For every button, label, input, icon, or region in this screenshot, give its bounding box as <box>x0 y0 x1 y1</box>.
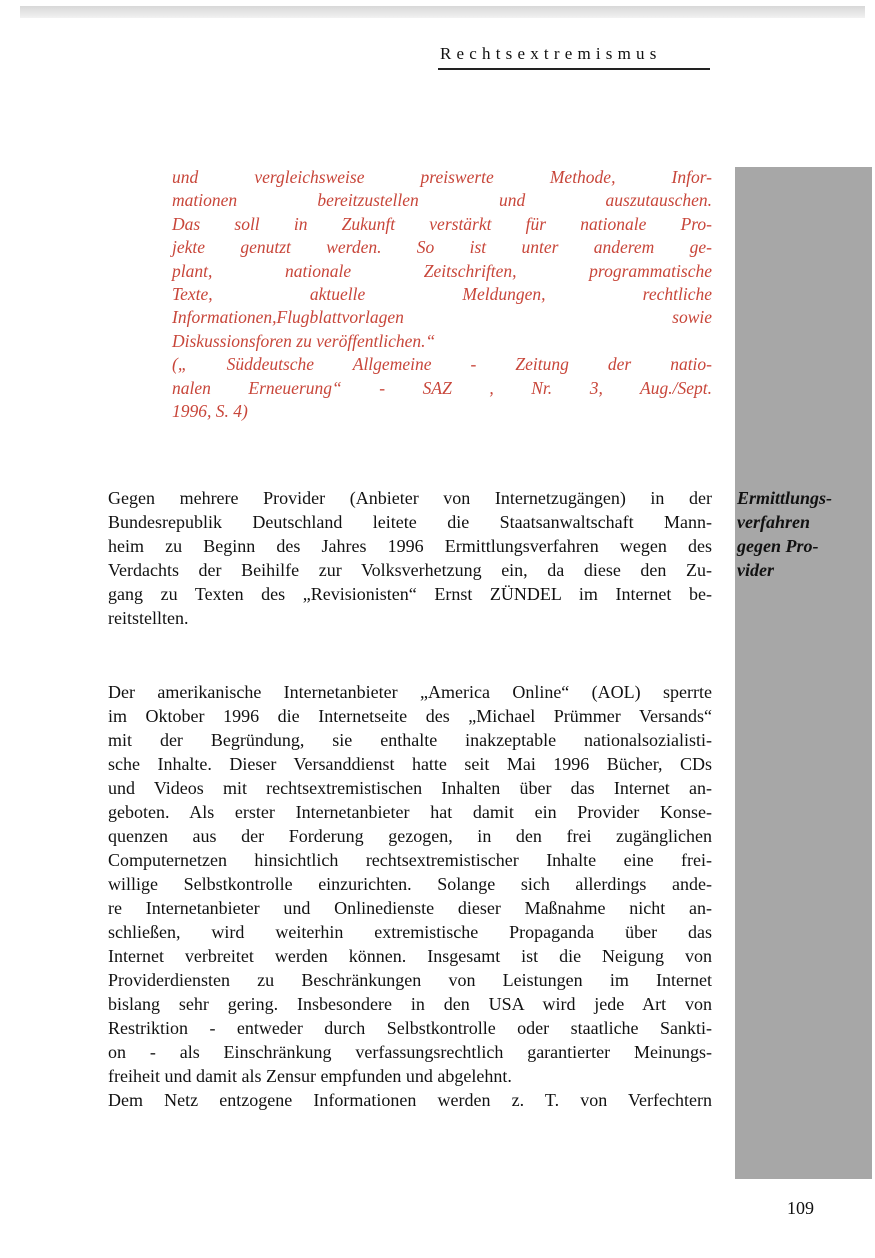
body-line: Restriktion - entweder durch Selbstkontrolle oder staatliche Sankti- <box>108 1018 712 1038</box>
body-line: und Videos mit rechtsextremistischen Inhalten über das Internet an- <box>108 778 712 798</box>
quote-line: Diskussionsforen zu veröffentlichen.“ <box>172 330 436 351</box>
body-line: Internet verbreitet werden können. Insgesamt ist die Neigung von <box>108 946 712 966</box>
margin-note-line: Ermittlungs- <box>737 488 833 508</box>
body-line: heim zu Beginn des Jahres 1996 Ermittlungsverfahren wegen des <box>108 536 712 556</box>
body-line: reitstellten. <box>108 608 189 628</box>
body-line: mit der Begründung, sie enthalte inakzeptable nationalsozialisti- <box>108 730 712 750</box>
quote-line: („ Süddeutsche Allgemeine - Zeitung der natio- <box>172 354 712 375</box>
quote-line: jekte genutzt werden. So ist unter anderem ge- <box>172 237 712 258</box>
header-rule <box>438 68 710 70</box>
quote-line: Das soll in Zukunft verstärkt für nationale Pro- <box>172 213 712 234</box>
body-line: geboten. Als erster Internetanbieter hat damit ein Provider Konse- <box>108 802 712 822</box>
quote-line: Informationen,Flugblattvorlagen sowie <box>172 307 712 328</box>
body-line: willige Selbstkontrolle einzurichten. Solange sich allerdings ande- <box>108 874 712 894</box>
body-line: gang zu Texten des „Revisionisten“ Ernst ZÜNDEL im Internet be- <box>108 584 712 604</box>
body-line: re Internetanbieter und Onlinedienste dieser Maßnahme nicht an- <box>108 898 712 918</box>
body-line: Computernetzen hinsichtlich rechtsextremistischer Inhalte eine frei- <box>108 850 712 870</box>
scan-top-shadow <box>20 6 865 18</box>
quote-line: nalen Erneuerung“ - SAZ , Nr. 3, Aug./Sept. <box>172 377 712 398</box>
margin-note-line: verfahren <box>737 512 810 532</box>
quote-line: Texte, aktuelle Meldungen, rechtliche <box>172 284 712 305</box>
paragraph-providers <box>108 486 712 630</box>
body-line: Verdachts der Beihilfe zur Volksverhetzung ein, da diese den Zu- <box>108 560 712 580</box>
paragraph-aol <box>108 680 712 1112</box>
quote-line: 1996, S. 4) <box>172 401 248 422</box>
margin-note-line: vider <box>737 560 774 580</box>
body-line: Der amerikanische Internetanbieter „America Online“ (AOL) sperrte <box>108 682 712 702</box>
running-head: Rechtsextremismus <box>440 44 662 63</box>
body-line: schließen, wird weiterhin extremistische Propaganda über das <box>108 922 712 942</box>
margin-note-line: gegen Pro- <box>737 536 819 556</box>
body-line: sche Inhalte. Dieser Versanddienst hatte seit Mai 1996 Bücher, CDs <box>108 754 712 774</box>
body-line: quenzen aus der Forderung gezogen, in den frei zugänglichen <box>108 826 712 846</box>
margin-sidebar <box>735 167 872 1179</box>
body-line: bislang sehr gering. Insbesondere in den USA wird jede Art von <box>108 994 712 1014</box>
body-line: freiheit und damit als Zensur empfunden und abgelehnt. <box>108 1066 512 1086</box>
quote-line: plant, nationale Zeitschriften, programmatische <box>172 260 712 281</box>
quote-line: und vergleichsweise preiswerte Methode, Infor- <box>172 167 712 187</box>
body-line: Bundesrepublik Deutschland leitete die Staatsanwaltschaft Mann- <box>108 512 712 532</box>
body-line: on - als Einschränkung verfassungsrechtlich garantierter Meinungs- <box>108 1042 712 1062</box>
body-line: Dem Netz entzogene Informationen werden z. T. von Verfechtern <box>108 1090 712 1110</box>
quote-line: mationen bereitzustellen und auszutauschen. <box>172 190 712 211</box>
block-quote <box>172 166 712 423</box>
body-line: Providerdiensten zu Beschränkungen von Leistungen im Internet <box>108 970 712 990</box>
body-line: im Oktober 1996 die Internetseite des „Michael Prümmer Versands“ <box>108 706 712 726</box>
page-number: 109 <box>787 1198 814 1218</box>
margin-note <box>737 486 873 582</box>
body-line: Gegen mehrere Provider (Anbieter von Internetzugängen) in der <box>108 488 712 508</box>
